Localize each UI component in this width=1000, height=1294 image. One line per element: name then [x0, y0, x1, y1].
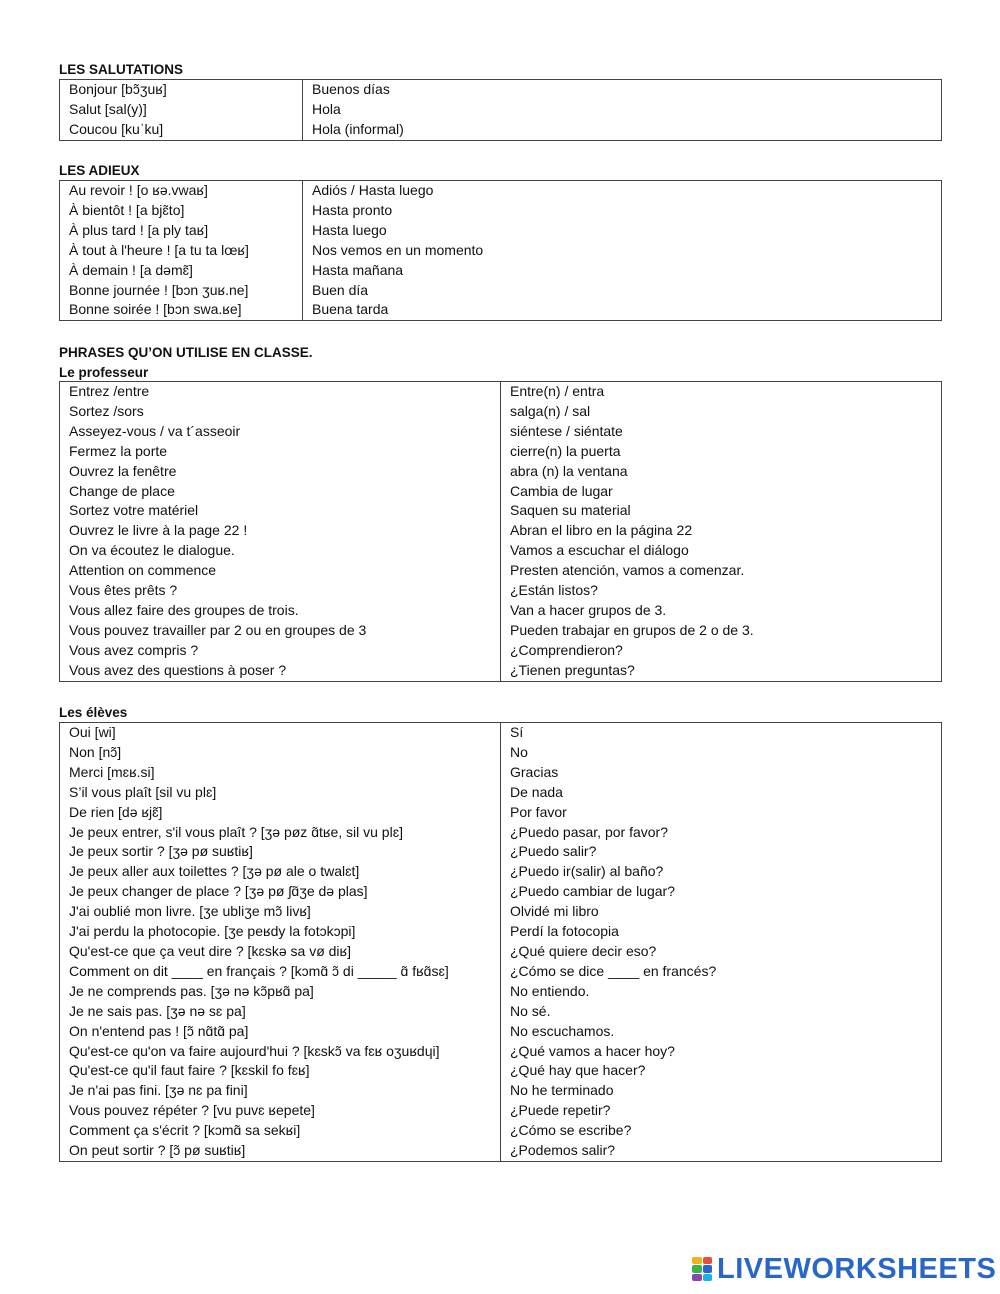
spanish-cell: Abran el libro en la página 22 [501, 521, 942, 541]
french-cell: De rien [də ʁjɛ̃] [60, 803, 501, 823]
table-row [60, 723, 942, 743]
table-row [60, 501, 942, 521]
table-row [60, 803, 942, 823]
table-row [60, 241, 942, 261]
table-row [60, 1101, 942, 1121]
spanish-cell: ¿Puedo ir(salir) al baño? [501, 862, 942, 882]
french-cell: Vous allez faire des groupes de trois. [60, 601, 501, 621]
french-cell: Qu'est-ce qu'on va faire aujourd'hui ? [kɛskɔ̃ va fɛʁ oʒuʁdɥi] [60, 1042, 501, 1062]
table-row [60, 842, 942, 862]
french-cell: Bonne soirée ! [bɔn swa.ʁe] [60, 300, 303, 320]
french-cell: Sortez votre matériel [60, 501, 501, 521]
french-cell: Sortez /sors [60, 402, 501, 422]
spanish-cell: ¿Puedo salir? [501, 842, 942, 862]
salutations-table [59, 79, 942, 141]
classe-heading: PHRASES QU’ON UTILISE EN CLASSE. [59, 345, 313, 360]
spanish-cell: Hasta luego [303, 221, 942, 241]
french-cell: Je peux entrer, s'il vous plaît ? [ʒə pøz ɑ̃tʁe, sil vu plɛ] [60, 823, 501, 843]
spanish-cell: Hasta pronto [303, 201, 942, 221]
french-cell: Non [nɔ̃] [60, 743, 501, 763]
liveworksheets-logo-text: LIVEWORKSHEETS [717, 1253, 997, 1285]
french-cell: Entrez /entre [60, 382, 501, 402]
spanish-cell: ¿Qué vamos a hacer hoy? [501, 1042, 942, 1062]
spanish-cell: abra (n) la ventana [501, 462, 942, 482]
table-row [60, 462, 942, 482]
spanish-cell: De nada [501, 783, 942, 803]
spanish-cell: No escuchamos. [501, 1022, 942, 1042]
table-row [60, 541, 942, 561]
french-cell: Salut [sal(y)] [60, 100, 303, 120]
table-row [60, 601, 942, 621]
french-cell: Change de place [60, 482, 501, 502]
spanish-cell: Por favor [501, 803, 942, 823]
spanish-cell: Van a hacer grupos de 3. [501, 601, 942, 621]
french-cell: Bonjour [bɔ̃ʒuʁ] [60, 80, 303, 100]
spanish-cell: cierre(n) la puerta [501, 442, 942, 462]
spanish-cell: Olvidé mi libro [501, 902, 942, 922]
salutations-heading: LES SALUTATIONS [59, 62, 183, 77]
table-row [60, 300, 942, 320]
table-row [60, 581, 942, 601]
spanish-cell: salga(n) / sal [501, 402, 942, 422]
french-cell: Coucou [kuˈku] [60, 120, 303, 140]
spanish-cell: Buen día [303, 281, 942, 301]
table-row [60, 442, 942, 462]
table-row [60, 1061, 942, 1081]
table-row [60, 882, 942, 902]
spanish-cell: ¿Puedo pasar, por favor? [501, 823, 942, 843]
french-cell: Attention on commence [60, 561, 501, 581]
french-cell: Ouvrez le livre à la page 22 ! [60, 521, 501, 541]
spanish-cell: ¿Qué hay que hacer? [501, 1061, 942, 1081]
french-cell: À tout à l'heure ! [a tu ta lœʁ] [60, 241, 303, 261]
spanish-cell: ¿Cómo se dice ____ en francés? [501, 962, 942, 982]
spanish-cell: Saquen su material [501, 501, 942, 521]
spanish-cell: ¿Comprendieron? [501, 641, 942, 661]
spanish-cell: ¿Están listos? [501, 581, 942, 601]
table-row [60, 621, 942, 641]
table-row [60, 982, 942, 1002]
liveworksheets-logo [692, 1254, 996, 1284]
french-cell: À bientôt ! [a bjɛ̃to] [60, 201, 303, 221]
french-cell: Vous pouvez travailler par 2 ou en groupes de 3 [60, 621, 501, 641]
table-row [60, 422, 942, 442]
french-cell: Vous avez des questions à poser ? [60, 661, 501, 681]
french-cell: Je peux changer de place ? [ʒə pø ʃɑ̃ʒe də plas] [60, 882, 501, 902]
french-cell: Fermez la porte [60, 442, 501, 462]
spanish-cell: Hola (informal) [303, 120, 942, 140]
spanish-cell: Gracias [501, 763, 942, 783]
french-cell: Vous pouvez répéter ? [vu puvɛ ʁepete] [60, 1101, 501, 1121]
table-row [60, 902, 942, 922]
french-cell: Je peux sortir ? [ʒə pø suʁtiʁ] [60, 842, 501, 862]
table-row [60, 783, 942, 803]
table-row [60, 641, 942, 661]
french-cell: On n'entend pas ! [ɔ̃ nɑ̃tɑ̃ pa] [60, 1022, 501, 1042]
spanish-cell: ¿Qué quiere decir eso? [501, 942, 942, 962]
spanish-cell: No [501, 743, 942, 763]
french-cell: Comment on dit ____ en français ? [kɔmɑ̃ ɔ̃ di _____ ɑ̃ fʁɑ̃sɛ] [60, 962, 501, 982]
french-cell: À plus tard ! [a ply taʁ] [60, 221, 303, 241]
table-row [60, 521, 942, 541]
french-cell: Ouvrez la fenêtre [60, 462, 501, 482]
table-row [60, 1022, 942, 1042]
table-row [60, 221, 942, 241]
french-cell: On va écoutez le dialogue. [60, 541, 501, 561]
table-row [60, 1042, 942, 1062]
table-row [60, 181, 942, 201]
table-row [60, 1002, 942, 1022]
spanish-cell: No sé. [501, 1002, 942, 1022]
table-row [60, 402, 942, 422]
spanish-cell: ¿Puedo cambiar de lugar? [501, 882, 942, 902]
table-row [60, 942, 942, 962]
french-cell: Oui [wi] [60, 723, 501, 743]
french-cell: Comment ça s'écrit ? [kɔmɑ̃ sa sekʁi] [60, 1121, 501, 1141]
french-cell: Je ne comprends pas. [ʒə nə kɔ̃pʁɑ̃ pa] [60, 982, 501, 1002]
spanish-cell: Pueden trabajar en grupos de 2 o de 3. [501, 621, 942, 641]
table-row [60, 1121, 942, 1141]
table-row [60, 80, 942, 100]
adieux-heading: LES ADIEUX [59, 163, 140, 178]
table-row [60, 261, 942, 281]
spanish-cell: ¿Puede repetir? [501, 1101, 942, 1121]
french-cell: On peut sortir ? [ɔ̃ pø suʁtiʁ] [60, 1141, 501, 1161]
spanish-cell: Vamos a escuchar el diálogo [501, 541, 942, 561]
table-row [60, 962, 942, 982]
spanish-cell: siéntese / siéntate [501, 422, 942, 442]
spanish-cell: Presten atención, vamos a comenzar. [501, 561, 942, 581]
table-row [60, 1141, 942, 1161]
spanish-cell: ¿Tienen preguntas? [501, 661, 942, 681]
french-cell: Je ne sais pas. [ʒə nə sɛ pa] [60, 1002, 501, 1022]
spanish-cell: Buena tarda [303, 300, 942, 320]
spanish-cell: ¿Podemos salir? [501, 1141, 942, 1161]
spanish-cell: Hola [303, 100, 942, 120]
table-row [60, 1081, 942, 1101]
eleves-heading: Les élèves [59, 705, 128, 720]
french-cell: Au revoir ! [o ʁə.vwaʁ] [60, 181, 303, 201]
spanish-cell: Entre(n) / entra [501, 382, 942, 402]
french-cell: Vous êtes prêts ? [60, 581, 501, 601]
table-row [60, 862, 942, 882]
french-cell: Vous avez compris ? [60, 641, 501, 661]
french-cell: J'ai perdu la photocopie. [ʒe peʁdy la fotɔkɔpi] [60, 922, 501, 942]
table-row [60, 382, 942, 402]
french-cell: Je n'ai pas fini. [ʒə nɛ pa fini] [60, 1081, 501, 1101]
table-row [60, 100, 942, 120]
spanish-cell: Adiós / Hasta luego [303, 181, 942, 201]
liveworksheets-logo-icon [692, 1257, 712, 1281]
spanish-cell: Nos vemos en un momento [303, 241, 942, 261]
french-cell: Bonne journée ! [bɔn ʒuʁ.ne] [60, 281, 303, 301]
professeur-table [59, 381, 942, 682]
table-row [60, 922, 942, 942]
table-row [60, 763, 942, 783]
french-cell: À demain ! [a dəmɛ̃] [60, 261, 303, 281]
spanish-cell: ¿Cómo se escribe? [501, 1121, 942, 1141]
table-row [60, 561, 942, 581]
eleves-table [59, 722, 942, 1162]
table-row [60, 482, 942, 502]
spanish-cell: No entiendo. [501, 982, 942, 1002]
table-row [60, 281, 942, 301]
table-row [60, 743, 942, 763]
adieux-table [59, 180, 942, 321]
table-row [60, 661, 942, 681]
french-cell: J'ai oublié mon livre. [ʒe ubliʒe mɔ̃ livʁ] [60, 902, 501, 922]
table-row [60, 823, 942, 843]
spanish-cell: Hasta mañana [303, 261, 942, 281]
french-cell: S’il vous plaît [sil vu plɛ] [60, 783, 501, 803]
spanish-cell: Cambia de lugar [501, 482, 942, 502]
spanish-cell: Perdí la fotocopia [501, 922, 942, 942]
french-cell: Je peux aller aux toilettes ? [ʒə pø ale o twalɛt] [60, 862, 501, 882]
french-cell: Merci [mɛʁ.si] [60, 763, 501, 783]
spanish-cell: No he terminado [501, 1081, 942, 1101]
spanish-cell: Sí [501, 723, 942, 743]
table-row [60, 201, 942, 221]
french-cell: Qu'est-ce que ça veut dire ? [kɛskə sa vø diʁ] [60, 942, 501, 962]
professeur-heading: Le professeur [59, 365, 149, 380]
french-cell: Qu'est-ce qu'il faut faire ? [kɛskil fo fɛʁ] [60, 1061, 501, 1081]
french-cell: Asseyez-vous / va t´asseoir [60, 422, 501, 442]
table-row [60, 120, 942, 140]
spanish-cell: Buenos días [303, 80, 942, 100]
